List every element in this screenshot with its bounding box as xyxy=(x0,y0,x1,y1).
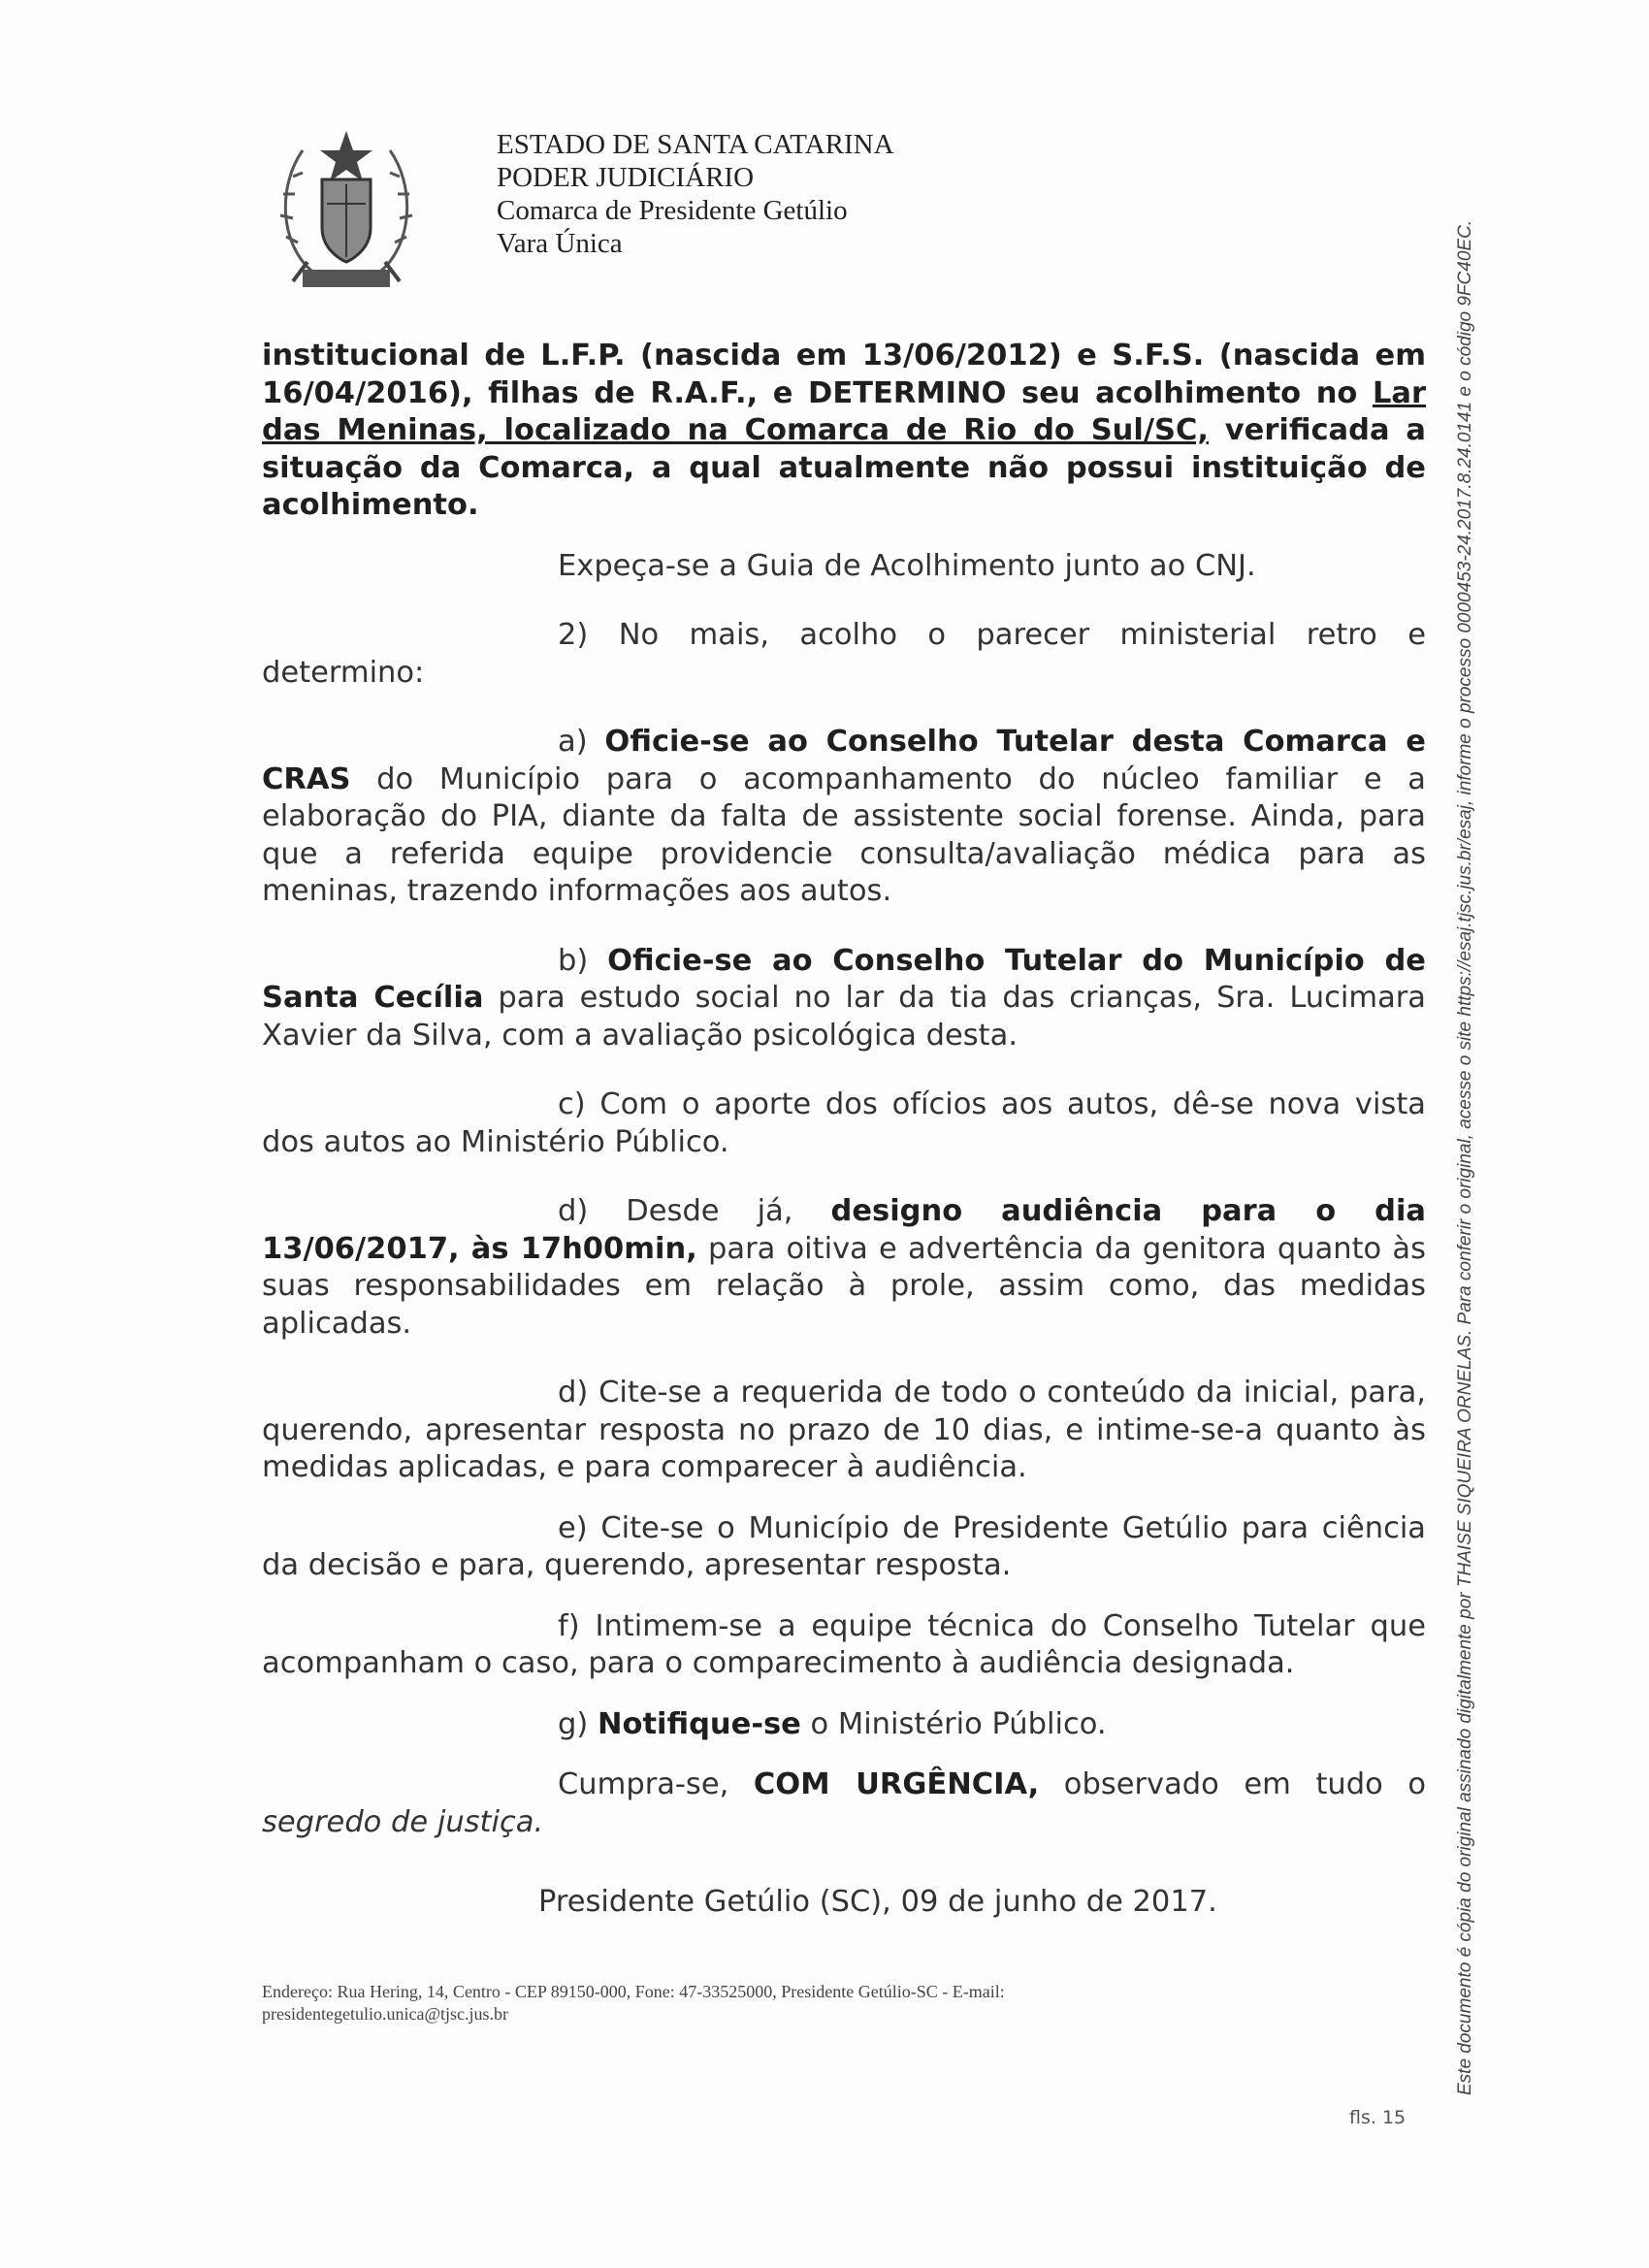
paragraph-item-d xyxy=(262,1193,1426,1343)
paragraph-cumpra xyxy=(262,1766,1426,1841)
p7-prefix: d) Desde já, xyxy=(558,1194,831,1228)
p12-prefix: Cumpra-se, xyxy=(558,1767,754,1801)
p12-italic: segredo de justiça. xyxy=(262,1804,544,1839)
p12-rest: observado em tudo o xyxy=(1039,1767,1427,1801)
p4-prefix: a) xyxy=(558,725,605,759)
p7-rest: para oitiva e advertência da genitora quanto às suas responsabilidades em relação à prole, assim como, das medidas aplicadas. xyxy=(262,1231,1427,1341)
footer-line-2: presidentegetulio.unica@tjsc.jus.br xyxy=(262,2004,509,2024)
p1-text: institucional de L.F.P. (nascida em 13/06/2012) e S.F.S. (nascida em 16/04/2016), filhas de R.A.F., e DETERMINO seu acolhimento no xyxy=(262,339,1426,410)
p12-bold: COM URGÊNCIA, xyxy=(753,1767,1040,1801)
page-number: fls. 15 xyxy=(1349,2107,1406,2128)
p7-bold: designo audiência para o dia 13/06/2017, às 17h00min, xyxy=(262,1194,1426,1266)
p4-bold: Oficie-se ao Conselho Tutelar desta Comarca e CRAS xyxy=(262,725,1426,796)
paragraph-acolhimento xyxy=(262,338,1426,525)
paragraph-item-f: f) Intimem-se a equipe técnica do Conselho Tutelar que acompanham o caso, para o comparecimento à audiência designada. xyxy=(262,1608,1426,1680)
footer-address xyxy=(262,1981,1232,2025)
p5-bold: Oficie-se ao Conselho Tutelar do Município de Santa Cecília xyxy=(262,943,1426,1015)
footer-line-1: Endereço: Rua Hering, 14, Centro - CEP 89150-000, Fone: 47-33525000, Presidente Getúlio-SC - E-mail: xyxy=(262,1982,1005,2001)
paragraph-item-g xyxy=(262,1706,1426,1744)
paragraph-item-d2: d) Cite-se a requerida de todo o conteúdo da inicial, para, querendo, apresentar resposta no prazo de 10 dias, e intime-se-a quanto às medidas aplicadas, e para comparecer à audiência. xyxy=(262,1376,1426,1484)
paragraph-item-a xyxy=(262,724,1426,911)
p11-bold: Notifique-se xyxy=(597,1706,801,1741)
document-date: Presidente Getúlio (SC), 09 de junho de 2017. xyxy=(538,1885,1217,1919)
paragraph-guia: Expeça-se a Guia de Acolhimento junto ao CNJ. xyxy=(558,548,1256,583)
paragraph-item-e: e) Cite-se o Município de Presidente Getúlio para ciência da decisão e para, querendo, apresentar resposta. xyxy=(262,1510,1426,1582)
p5-prefix: b) xyxy=(558,943,608,978)
paragraph-parecer: 2) No mais, acolho o parecer ministerial retro e determino: xyxy=(262,618,1426,690)
state-crest-icon xyxy=(274,126,419,296)
header-comarca: Comarca de Presidente Getúlio xyxy=(497,195,848,226)
p5-rest: para estudo social no lar da tia das crianças, Sra. Lucimara Xavier da Silva, com a avaliação psicológica desta. xyxy=(262,981,1426,1053)
p1-underlined: Lar das Meninas, localizado na Comarca de Rio do Sul/SC, xyxy=(262,375,1426,447)
header-vara: Vara Única xyxy=(497,228,623,259)
p4-rest: do Município para o acompanhamento do núcleo familiar e a elaboração do PIA, diante da falta de assistente social forense. Ainda, para que a referida equipe providencie consulta/avaliação médica para as meninas, trazendo informações aos autos. xyxy=(262,761,1426,908)
letterhead xyxy=(497,128,894,260)
header-state: ESTADO DE SANTA CATARINA xyxy=(497,129,894,160)
paragraph-item-c: c) Com o aporte dos ofícios aos autos, dê-se nova vista dos autos ao Ministério Público. xyxy=(262,1087,1426,1159)
digital-signature-note: Este documento é cópia do original assinado digitalmente por THAISE SIQUEIRA ORNELAS. Para conferir o original, acesse o site https://esaj.tjsc.jus.br/esaj, informe o processo 0000453-24.2017.8.24.0141 e o código 9FC40EC. xyxy=(1455,219,1475,2095)
p1-end: verificada a situação da Comarca, a qual atualmente não possui instituição de acolhimento. xyxy=(262,413,1426,522)
p11-rest: o Ministério Público. xyxy=(800,1706,1107,1741)
header-power: PODER JUDICIÁRIO xyxy=(497,162,755,193)
document-body xyxy=(262,338,1426,1922)
paragraph-item-b xyxy=(262,943,1426,1055)
p11-prefix: g) xyxy=(558,1706,598,1741)
